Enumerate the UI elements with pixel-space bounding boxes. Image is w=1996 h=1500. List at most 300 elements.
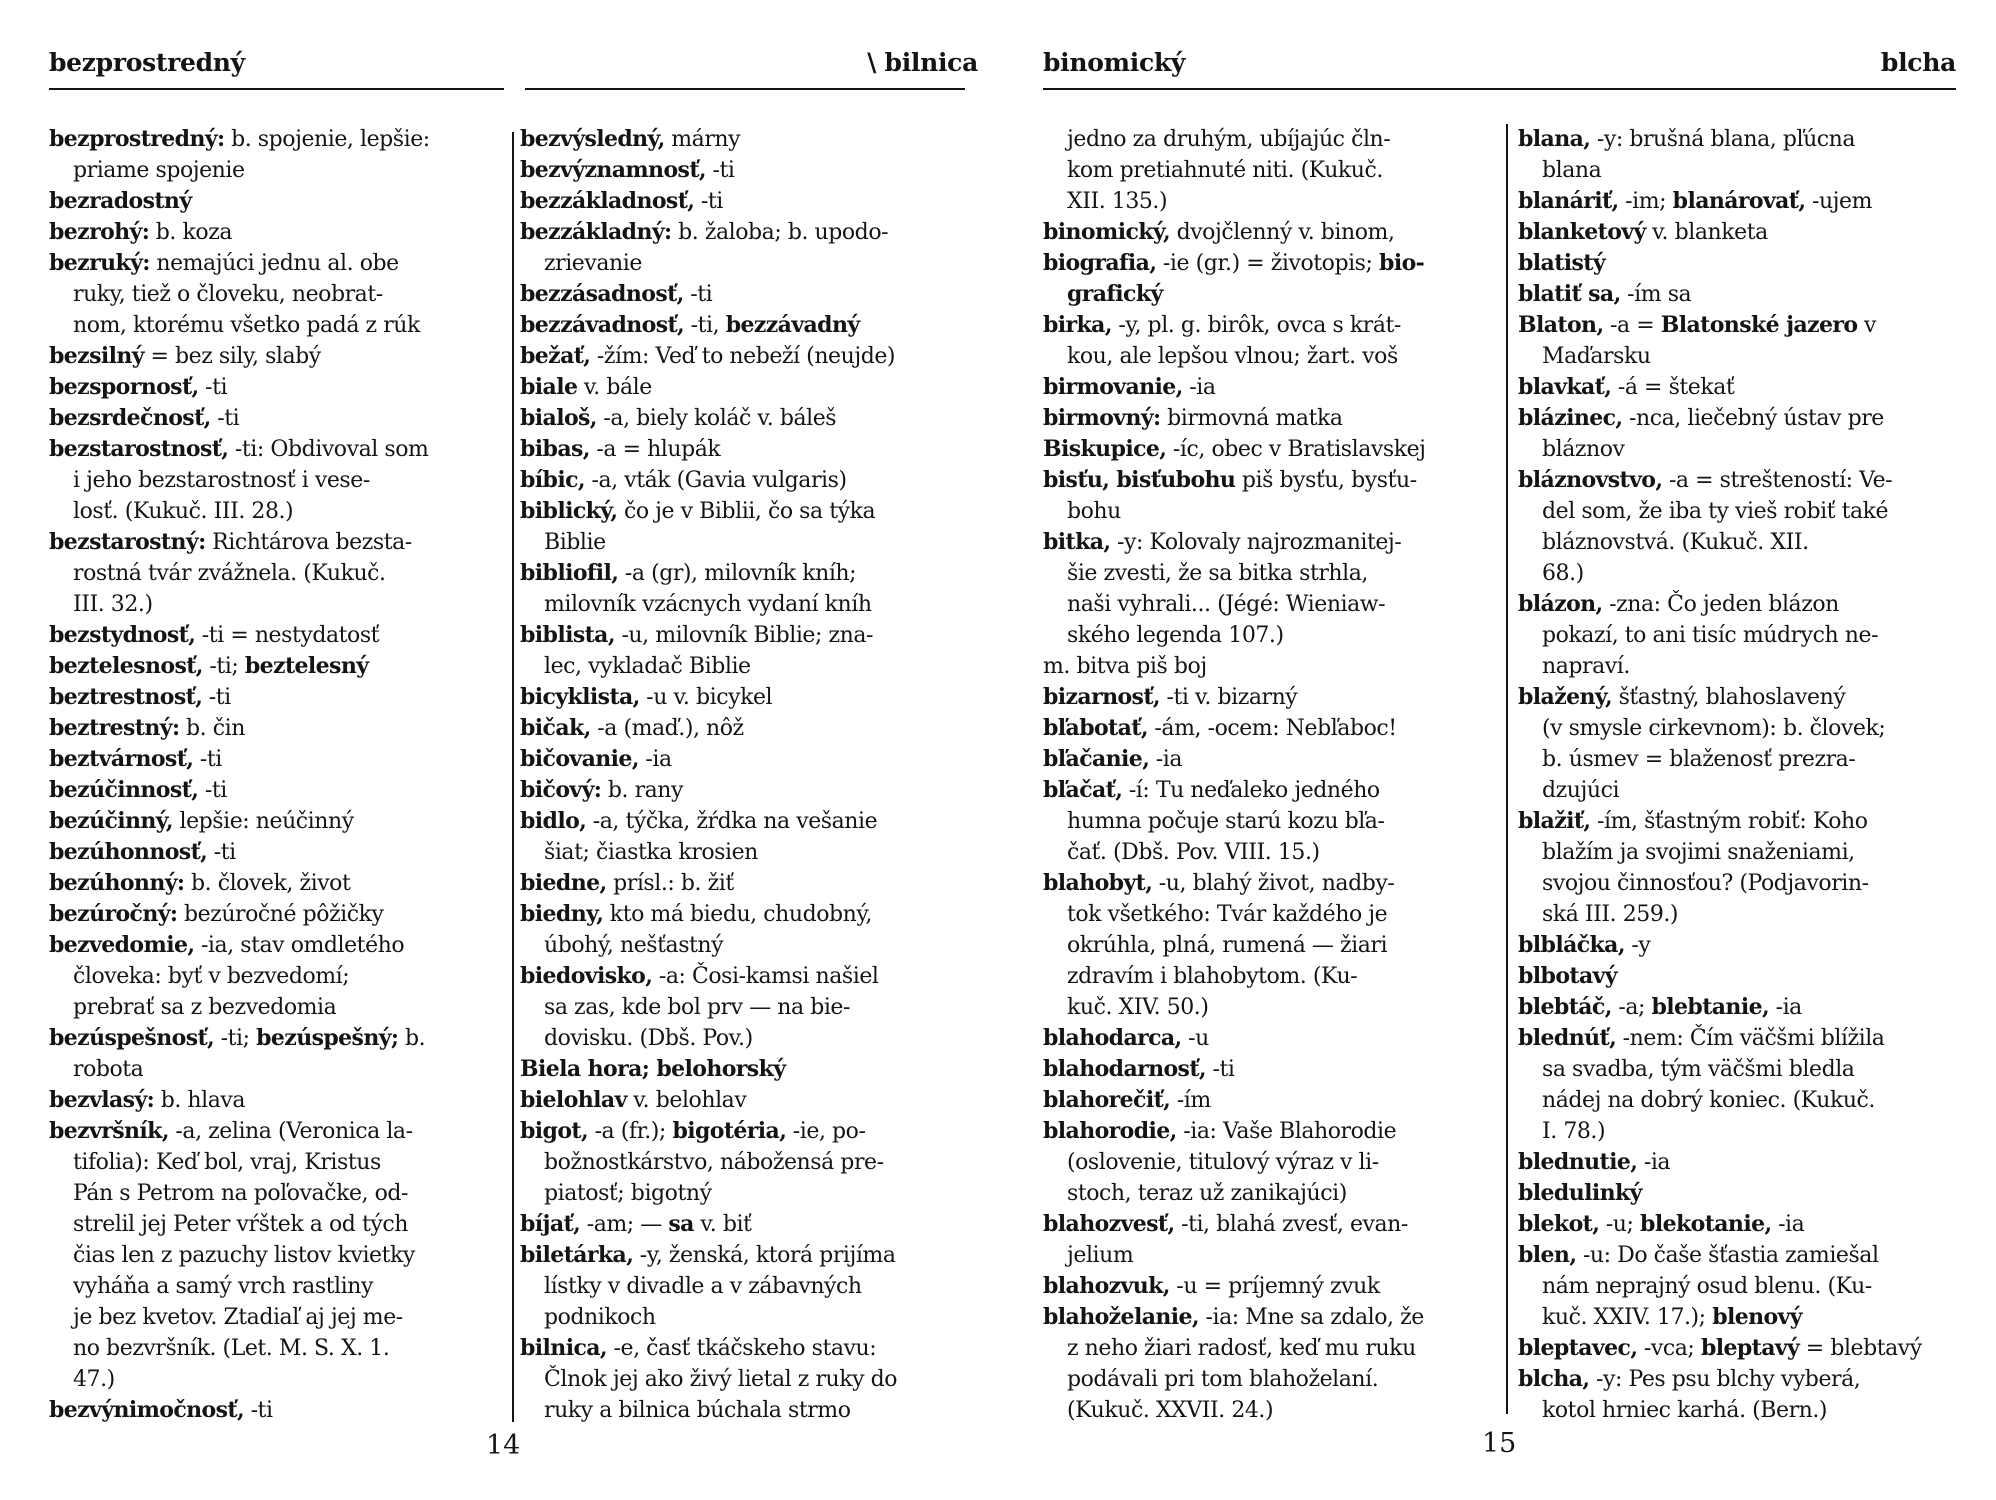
definition-text: šťastný, blahoslavený	[1612, 685, 1846, 710]
dictionary-entry	[49, 434, 494, 465]
definition-text: Maďarsku	[1542, 344, 1651, 369]
definition-text: -ti	[198, 375, 228, 400]
headword: bizarnosť,	[1043, 684, 1160, 710]
definition-text: v. blanketa	[1645, 220, 1768, 245]
dictionary-entry	[1043, 372, 1483, 403]
entry-continuation	[1043, 1395, 1483, 1426]
entry-continuation	[49, 496, 494, 527]
dictionary-entry	[49, 1023, 494, 1054]
definition-text: okrúhla, plná, rumená — žiari	[1067, 933, 1388, 958]
definition-text: robota	[73, 1057, 144, 1082]
definition-text: b. koza	[149, 220, 232, 245]
headword: bledulinký	[1518, 1180, 1642, 1206]
definition-text: del som, že iba ty vieš robiť také	[1542, 499, 1889, 524]
dictionary-entry	[49, 1085, 494, 1116]
definition-text: III. 32.)	[73, 592, 153, 617]
dictionary-entry	[1518, 372, 1958, 403]
headword: biedny,	[520, 901, 604, 927]
definition-text: b. rany	[601, 778, 684, 803]
definition-text: je bez kvetov. Ztadiaľ aj jej me-	[73, 1305, 403, 1330]
headword: blahoželanie,	[1043, 1304, 1199, 1330]
entry-continuation	[49, 589, 494, 620]
dictionary-entry	[520, 310, 960, 341]
dictionary-entry	[1043, 868, 1483, 899]
entry-continuation	[520, 1147, 960, 1178]
definition-text: -ím sa	[1620, 282, 1692, 307]
definition-text: -y: Kolovaly najrozmanitej-	[1110, 530, 1402, 555]
definition-text: podávali pri tom blahoželaní.	[1067, 1367, 1379, 1392]
definition-text: -ia	[1769, 995, 1802, 1020]
headword: sa	[668, 1211, 694, 1237]
definition-text: -u: Do čaše šťastia zamiešal	[1576, 1243, 1879, 1268]
headword: bezúhonnosť,	[49, 839, 208, 865]
entry-continuation	[1043, 1240, 1483, 1271]
definition-text: -íc, obec v Bratislavskej	[1166, 437, 1426, 462]
definition-text: -y, pl. g. birôk, ovca s krát-	[1111, 313, 1401, 338]
definition-text: i jeho bezstarostnosť i vese-	[73, 468, 370, 493]
definition-text: -ti;	[202, 654, 245, 679]
entry-continuation	[1043, 1178, 1483, 1209]
headword: bezspornosť,	[49, 374, 199, 400]
dictionary-entry	[1518, 1209, 1958, 1240]
dictionary-entry	[49, 775, 494, 806]
definition-text: -ie (gr.) = životopis;	[1156, 251, 1380, 276]
dictionary-entry	[520, 775, 960, 806]
dictionary-entry	[520, 682, 960, 713]
dictionary-entry	[520, 465, 960, 496]
dictionary-entry	[520, 899, 960, 930]
headword: bičový:	[520, 777, 602, 803]
definition-text: -ia, stav omdletého	[194, 933, 405, 958]
definition-text: nádej na dobrý koniec. (Kukuč.	[1542, 1088, 1875, 1113]
dictionary-entry	[1518, 682, 1958, 713]
dictionary-entry	[520, 713, 960, 744]
headword: bigot,	[520, 1118, 589, 1144]
dictionary-entry	[1043, 1023, 1483, 1054]
definition-text: -zna: Čo jeden blázon	[1602, 592, 1839, 617]
headword: bíjať,	[520, 1211, 581, 1237]
running-head-right: blcha	[1880, 48, 1956, 77]
dictionary-column	[1518, 124, 1958, 1426]
definition-text: birmovná matka	[1160, 406, 1343, 431]
definition-text: kom pretiahnuté niti. (Kukuč.	[1067, 158, 1383, 183]
definition-text: -ia	[1637, 1150, 1671, 1175]
entry-continuation	[1518, 620, 1958, 651]
headword: bľačanie,	[1043, 746, 1150, 772]
headword: blahorodie,	[1043, 1118, 1177, 1144]
definition-text: -im;	[1618, 189, 1673, 214]
dictionary-entry	[49, 124, 494, 155]
definition-text: v. bále	[577, 375, 652, 400]
definition-text: -y: brušná blana, pľúcna	[1590, 127, 1856, 152]
definition-text: -ia: Mne sa zdalo, že	[1198, 1305, 1424, 1330]
definition-text: stoch, teraz už zanikajúci)	[1067, 1181, 1347, 1206]
headword: bitka,	[1043, 529, 1111, 555]
definition-text: prísl.: b. žiť	[606, 871, 734, 896]
definition-text: lístky v divadle a v zábavných	[544, 1274, 862, 1299]
dictionary-entry	[520, 1085, 960, 1116]
definition-text: -a (gr), milovník kníh;	[618, 561, 857, 586]
entry-continuation	[1043, 837, 1483, 868]
definition-text: sa svadba, tým väčšmi bledla	[1542, 1057, 1855, 1082]
headword: bezzávadnosť,	[520, 312, 685, 338]
headword: bezzákladný:	[520, 219, 672, 245]
entry-continuation	[1518, 837, 1958, 868]
entry-continuation	[1043, 806, 1483, 837]
definition-text: čias len z pazuchy listov kvietky	[73, 1243, 415, 1268]
headword: bielohlav	[520, 1087, 627, 1113]
entry-continuation	[1043, 186, 1483, 217]
dictionary-entry	[520, 186, 960, 217]
headword: bezúročný:	[49, 901, 178, 927]
dictionary-entry	[1518, 1178, 1958, 1209]
entry-continuation	[49, 1302, 494, 1333]
headword: blen,	[1518, 1242, 1577, 1268]
definition-text: 47.)	[73, 1367, 115, 1392]
headword: bezprostredný:	[49, 126, 225, 152]
headword: blahorečiť,	[1043, 1087, 1171, 1113]
headword: blebtáč,	[1518, 994, 1612, 1020]
dictionary-entry	[49, 806, 494, 837]
headword: bezruký:	[49, 250, 150, 276]
headword: bezradostný	[49, 188, 192, 214]
definition-text: bezúročné pôžičky	[177, 902, 384, 927]
definition-text: kto má biedu, chudobný,	[603, 902, 872, 927]
headword: bezzásadnosť,	[520, 281, 684, 307]
headword: birka,	[1043, 312, 1112, 338]
dictionary-entry	[520, 1054, 960, 1085]
definition-text: lec, vykladač Biblie	[544, 654, 751, 679]
definition-text: úbohý, nešťastný	[544, 933, 724, 958]
entry-continuation	[1043, 341, 1483, 372]
definition-text: -ia	[1182, 375, 1216, 400]
definition-text: -nem: Čím väčšmi blížila	[1616, 1026, 1885, 1051]
headword: grafický	[1067, 281, 1163, 307]
dictionary-entry	[520, 372, 960, 403]
dictionary-column	[1043, 124, 1483, 1426]
dictionary-entry	[49, 899, 494, 930]
dictionary-entry	[49, 744, 494, 775]
dictionary-entry	[520, 279, 960, 310]
definition-text: sa zas, kde bol prv — na bie-	[544, 995, 850, 1020]
right-page	[998, 0, 1996, 1500]
definition-text: šiat; čiastka krosien	[544, 840, 758, 865]
column-divider	[1506, 124, 1508, 1414]
definition-text: -ti	[244, 1398, 273, 1423]
definition-text: čať. (Dbš. Pov. VIII. 15.)	[1067, 840, 1320, 865]
definition-text: ská III. 259.)	[1542, 902, 1679, 927]
definition-text: človeka: byť v bezvedomí;	[73, 964, 350, 989]
dictionary-entry	[520, 434, 960, 465]
header-rule	[525, 88, 965, 90]
definition-text: kou, ale lepšou vlnou; žart. voš	[1067, 344, 1398, 369]
definition-text: -ujem	[1805, 189, 1873, 214]
definition-text: b. spojenie, lepšie:	[224, 127, 430, 152]
entry-continuation	[1043, 124, 1483, 155]
headword: bezúspešný;	[256, 1025, 399, 1051]
headword: blázon,	[1518, 591, 1603, 617]
dictionary-entry	[520, 217, 960, 248]
running-head-right: \ bilnica	[867, 48, 978, 77]
definition-text: rostná tvár zvážnela. (Kukuč.	[73, 561, 386, 586]
definition-text: dovisku. (Dbš. Pov.)	[544, 1026, 753, 1051]
headword: bezzákladnosť,	[520, 188, 695, 214]
headword: bleptavý	[1700, 1335, 1800, 1361]
definition-text: (oslovenie, titulový výraz v li-	[1067, 1150, 1379, 1175]
definition-text: -ím, šťastným robiť: Koho	[1590, 809, 1868, 834]
dictionary-entry	[520, 341, 960, 372]
definition-text: -ia	[1149, 747, 1183, 772]
entry-continuation	[520, 1395, 960, 1426]
definition-text: losť. (Kukuč. III. 28.)	[73, 499, 294, 524]
entry-continuation	[1518, 1116, 1958, 1147]
definition-text: 68.)	[1542, 561, 1584, 586]
definition-text: (Kukuč. XXVII. 24.)	[1067, 1398, 1274, 1423]
definition-text: bláznovstvá. (Kukuč. XII.	[1542, 530, 1809, 555]
headword: Biela hora; belohorský	[520, 1056, 786, 1082]
entry-continuation	[1043, 620, 1483, 651]
headword: blcha,	[1518, 1366, 1590, 1392]
definition-text: -í: Tu neďaleko jedného	[1122, 778, 1380, 803]
headword: bezstarostnosť,	[49, 436, 229, 462]
definition-text: bohu	[1067, 499, 1121, 524]
definition-text: -ti v. bizarný	[1159, 685, 1298, 710]
entry-continuation	[1518, 775, 1958, 806]
definition-text: -u;	[1599, 1212, 1641, 1237]
definition-text: kuč. XXIV. 17.);	[1542, 1305, 1713, 1330]
definition-text: -a;	[1611, 995, 1652, 1020]
dictionary-entry	[1043, 1085, 1483, 1116]
dictionary-entry	[520, 1333, 960, 1364]
dictionary-entry	[1518, 465, 1958, 496]
definition-text: -a (maď.), nôž	[590, 716, 744, 741]
dictionary-entry	[1518, 248, 1958, 279]
headword: blebtanie,	[1651, 994, 1770, 1020]
dictionary-entry	[520, 1240, 960, 1271]
definition-text: -ti, blahá zvesť, evan-	[1174, 1212, 1408, 1237]
dictionary-entry	[1518, 1147, 1958, 1178]
definition-text: -y	[1624, 933, 1651, 958]
entry-continuation	[520, 651, 960, 682]
headword: blahozvuk,	[1043, 1273, 1170, 1299]
headword: blanáriť,	[1518, 188, 1619, 214]
definition-text: márny	[664, 127, 741, 152]
dictionary-entry	[49, 620, 494, 651]
headword: blenový	[1712, 1304, 1802, 1330]
running-head-left: bezprostredný	[49, 48, 245, 77]
dictionary-column	[49, 124, 494, 1426]
definition-text: blana	[1542, 158, 1602, 183]
definition-text: -ti	[207, 840, 236, 865]
headword: biblický,	[520, 498, 618, 524]
definition-text: -y: Pes psu blchy vyberá,	[1589, 1367, 1861, 1392]
headword: bezvršník,	[49, 1118, 169, 1144]
definition-text: prebrať sa z bezvedomia	[73, 995, 337, 1020]
dictionary-entry	[520, 961, 960, 992]
dictionary-entry	[1043, 744, 1483, 775]
entry-continuation	[1043, 496, 1483, 527]
definition-text: -vca;	[1637, 1336, 1701, 1361]
definition-text: -a, vták (Gavia vulgaris)	[584, 468, 847, 493]
definition-text: humna počuje starú kozu bľa-	[1067, 809, 1385, 834]
headword: bezzávadný	[725, 312, 860, 338]
headword: blbláčka,	[1518, 932, 1625, 958]
definition-text: Richtárova bezsta-	[205, 530, 412, 555]
dictionary-entry	[49, 868, 494, 899]
dictionary-entry	[49, 403, 494, 434]
definition-text: piatosť; bigotný	[544, 1181, 712, 1206]
dictionary-entry	[49, 248, 494, 279]
headword: blatiť sa,	[1518, 281, 1621, 307]
entry-continuation	[49, 961, 494, 992]
definition-text: lepšie: neúčinný	[172, 809, 354, 834]
entry-continuation	[1518, 341, 1958, 372]
entry-continuation	[520, 1178, 960, 1209]
dictionary-entry	[49, 372, 494, 403]
dictionary-entry	[1518, 310, 1958, 341]
entry-continuation	[520, 992, 960, 1023]
headword: bľabotať,	[1043, 715, 1148, 741]
definition-text: -a, biely koláč v. báleš	[596, 406, 837, 431]
entry-continuation	[520, 1302, 960, 1333]
entry-continuation	[1043, 155, 1483, 186]
header-rule	[49, 88, 504, 90]
definition-text: -u v. bicykel	[639, 685, 773, 710]
dictionary-entry	[49, 930, 494, 961]
entry-continuation	[520, 527, 960, 558]
headword: birmovanie,	[1043, 374, 1183, 400]
definition-text: -ti = nestydatosť	[195, 623, 380, 648]
headword: blažiť,	[1518, 808, 1591, 834]
definition-text: piš bysťu, bysťu-	[1235, 468, 1417, 493]
dictionary-entry	[1518, 217, 1958, 248]
definition-text: b. žaloba; b. upodo-	[671, 220, 889, 245]
entry-continuation	[49, 1147, 494, 1178]
headword: bezúčinnosť,	[49, 777, 199, 803]
definition-text: Člnok jej ako živý lietal z ruky do	[544, 1367, 898, 1392]
headword: beztelesný	[244, 653, 369, 679]
dictionary-entry	[1043, 465, 1483, 496]
entry-continuation	[520, 589, 960, 620]
headword: blednúť,	[1518, 1025, 1617, 1051]
headword: blanketový	[1518, 219, 1646, 245]
dictionary-entry	[49, 527, 494, 558]
entry-continuation	[1518, 496, 1958, 527]
definition-text: v. biť	[693, 1212, 752, 1237]
entry-continuation	[1518, 868, 1958, 899]
entry-continuation	[1518, 899, 1958, 930]
definition-text: -ti;	[214, 1026, 257, 1051]
headword: bláznovstvo,	[1518, 467, 1663, 493]
definition-text: tifolia): Keď bol, vraj, Kristus	[73, 1150, 381, 1175]
entry-continuation	[49, 558, 494, 589]
definition-text: kuč. XIV. 50.)	[1067, 995, 1209, 1020]
headword: blahodarnosť,	[1043, 1056, 1206, 1082]
dictionary-entry	[1518, 1023, 1958, 1054]
definition-text: dzujúci	[1542, 778, 1620, 803]
headword: bialoš,	[520, 405, 597, 431]
headword: bezúhonný:	[49, 870, 185, 896]
entry-continuation	[1518, 1271, 1958, 1302]
dictionary-entry	[520, 496, 960, 527]
definition-text: v. belohlav	[626, 1088, 747, 1113]
headword: bezvýnimočnosť,	[49, 1397, 245, 1423]
dictionary-entry	[1518, 403, 1958, 434]
headword: biedovisko,	[520, 963, 653, 989]
definition-text: milovník vzácnych vydaní kníh	[544, 592, 872, 617]
definition-text: -ti	[1205, 1057, 1235, 1082]
headword: bleptavec,	[1518, 1335, 1638, 1361]
entry-continuation	[1518, 1302, 1958, 1333]
dictionary-column	[520, 124, 960, 1426]
definition-text: -a (fr.);	[588, 1119, 673, 1144]
definition-text: -ti	[705, 158, 735, 183]
definition-text: -ám, -ocem: Nebľaboc!	[1147, 716, 1397, 741]
definition-text: blažím ja svojimi snaženiami,	[1542, 840, 1855, 865]
definition-text: b. úsmev = blaženosť prezra-	[1542, 747, 1856, 772]
entry-continuation	[49, 1333, 494, 1364]
dictionary-entry	[1043, 248, 1483, 279]
headword: blázinec,	[1518, 405, 1623, 431]
headword: bezsilný	[49, 343, 144, 369]
definition-text: -u, blahý život, nadby-	[1152, 871, 1395, 896]
headword: bezstarostný:	[49, 529, 206, 555]
dictionary-entry	[1043, 1302, 1483, 1333]
definition-text: nám neprajný osud blenu. (Ku-	[1542, 1274, 1872, 1299]
entry-continuation	[1518, 558, 1958, 589]
headword: beztrestný:	[49, 715, 180, 741]
definition-text: naši vyhrali... (Jégé: Wieniaw-	[1067, 592, 1386, 617]
definition-text: jedno za druhým, ubíjajúc čln-	[1067, 127, 1391, 152]
headword: biblista,	[520, 622, 615, 648]
definition-text: b. hlava	[154, 1088, 246, 1113]
entry-continuation	[49, 465, 494, 496]
entry-continuation	[49, 992, 494, 1023]
dictionary-entry	[1043, 1054, 1483, 1085]
definition-text: z neho žiari radosť, keď mu ruku	[1067, 1336, 1416, 1361]
definition-text: b.	[398, 1026, 426, 1051]
headword: bio-	[1379, 250, 1425, 276]
dictionary-entry	[520, 806, 960, 837]
headword: blavkať,	[1518, 374, 1612, 400]
definition-text: kotol hrniec karhá. (Bern.)	[1542, 1398, 1828, 1423]
entry-continuation	[1518, 1085, 1958, 1116]
headword: bicyklista,	[520, 684, 640, 710]
headword: blahodarca,	[1043, 1025, 1182, 1051]
definition-text: = blebtavý	[1799, 1336, 1922, 1361]
entry-continuation	[1518, 651, 1958, 682]
entry-continuation	[1043, 558, 1483, 589]
entry-continuation	[1518, 713, 1958, 744]
entry-continuation	[49, 1240, 494, 1271]
entry-continuation	[49, 1364, 494, 1395]
entry-continuation	[520, 1023, 960, 1054]
dictionary-entry	[1518, 806, 1958, 837]
definition-text: božnostkárstvo, nábožensá pre-	[544, 1150, 884, 1175]
definition-text: bláznov	[1542, 437, 1625, 462]
dictionary-entry	[520, 1209, 960, 1240]
headword: blekot,	[1518, 1211, 1600, 1237]
header-rule	[1043, 88, 1956, 90]
definition-text: nom, ktorému všetko padá z rúk	[73, 313, 420, 338]
entry-continuation	[1043, 899, 1483, 930]
entry-continuation	[520, 1364, 960, 1395]
entry-continuation	[520, 837, 960, 868]
dictionary-entry	[1518, 279, 1958, 310]
entry-continuation	[49, 1209, 494, 1240]
definition-text: -ti	[694, 189, 723, 214]
definition-text: -a: Čosi-kamsi našiel	[652, 964, 879, 989]
